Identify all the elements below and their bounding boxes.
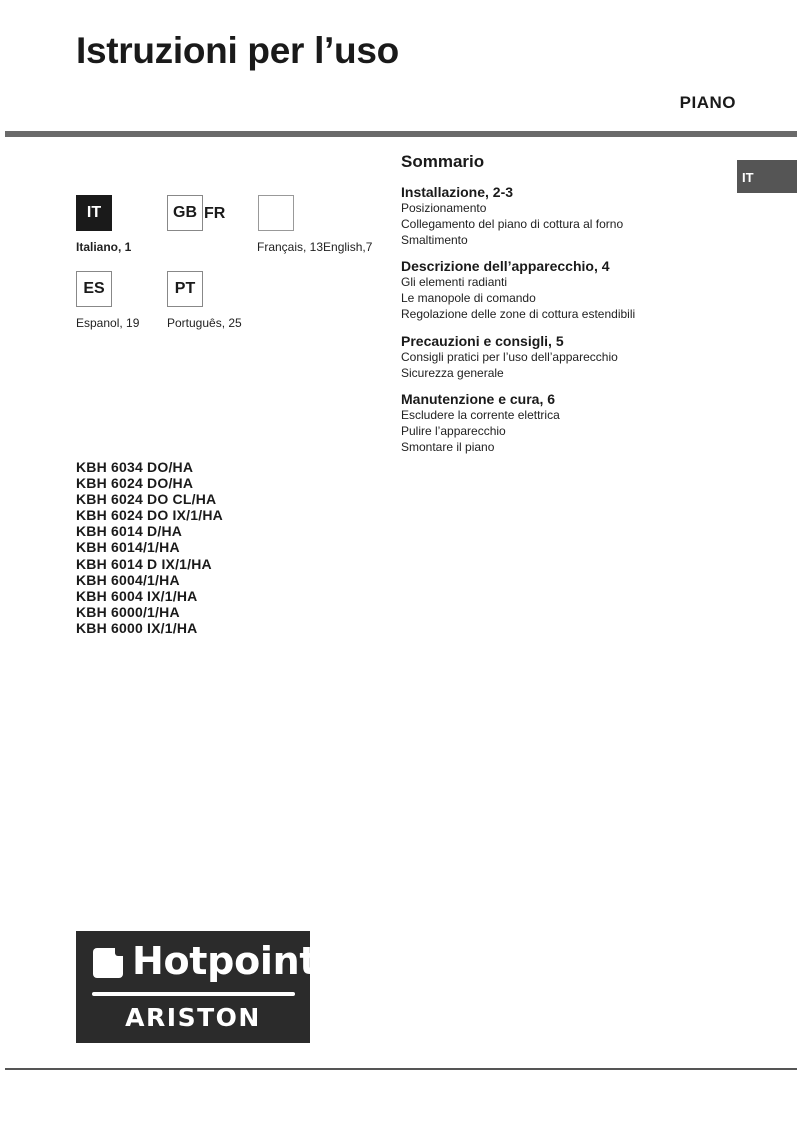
- lang-box-pt[interactable]: PT: [167, 271, 203, 307]
- toc-item[interactable]: Gli elementi radianti: [401, 275, 508, 290]
- logo-wordmark-hotpoint: Hotpoint: [132, 939, 318, 983]
- toc-section-title[interactable]: Precauzioni e consigli, 5: [401, 332, 564, 349]
- model-item: KBH 6024 DO CL/HA: [76, 491, 217, 508]
- lang-box-empty[interactable]: [258, 195, 294, 231]
- toc-item[interactable]: Posizionamento: [401, 201, 487, 215]
- toc-item[interactable]: Consigli pratici per l’uso dell’apparecchio: [401, 349, 618, 364]
- model-item: KBH 6004 IX/1/HA: [76, 587, 198, 604]
- toc-item[interactable]: Le manopole di comando: [401, 291, 536, 306]
- lang-label-it: Italiano, 1: [76, 240, 132, 254]
- logo-bar: [92, 992, 295, 996]
- model-item: KBH 6000 IX/1/HA: [76, 619, 198, 636]
- table-of-contents: [401, 152, 711, 465]
- toc-section-title[interactable]: Descrizione dell’apparecchio, 4: [401, 258, 610, 275]
- footer-divider: [5, 1068, 797, 1070]
- model-item: KBH 6014 D/HA: [76, 523, 183, 540]
- toc-section-precauzioni: [401, 332, 711, 382]
- lang-box-es[interactable]: ES: [76, 271, 112, 307]
- model-item: KBH 6014/1/HA: [76, 539, 180, 556]
- toc-item[interactable]: Pulire l’apparecchio: [401, 424, 506, 439]
- lang-label-pt: Português, 25: [167, 316, 242, 330]
- model-item: KBH 6034 DO/HA: [76, 459, 194, 475]
- toc-heading: Sommario: [401, 152, 485, 171]
- model-item: KBH 6024 DO IX/1/HA: [76, 507, 223, 524]
- toc-item[interactable]: Smaltimento: [401, 232, 468, 247]
- lang-box-it[interactable]: IT: [76, 195, 112, 231]
- toc-section-title[interactable]: Installazione, 2-3: [401, 184, 514, 200]
- header-divider: [5, 131, 797, 137]
- toc-section-manutenzione: [401, 390, 711, 455]
- toc-item[interactable]: Escludere la corrente elettrica: [401, 408, 560, 423]
- product-type: PIANO: [679, 93, 736, 112]
- hotpoint-ariston-logo: [76, 931, 318, 1043]
- model-item: KBH 6014 D IX/1/HA: [76, 555, 212, 572]
- toc-section-installazione: [401, 183, 711, 248]
- model-item: KBH 6024 DO/HA: [76, 475, 194, 492]
- model-item: KBH 6004/1/HA: [76, 571, 180, 588]
- page-title: Istruzioni per l’uso: [76, 30, 399, 71]
- lang-code-fr[interactable]: FR: [204, 205, 226, 222]
- lang-code-gb: GB: [173, 204, 197, 221]
- lang-label-fr-en: Français, 13English,7: [257, 240, 373, 254]
- toc-section-descrizione: [401, 257, 711, 322]
- lang-box-gb[interactable]: [167, 195, 203, 231]
- toc-item[interactable]: Collegamento del piano di cottura al forno: [401, 216, 624, 231]
- model-list: [76, 459, 223, 636]
- toc-item[interactable]: Sicurezza generale: [401, 365, 504, 380]
- language-tab: IT: [737, 160, 797, 193]
- toc-item[interactable]: Regolazione delle zone di cottura estendibili: [401, 306, 636, 321]
- toc-section-title[interactable]: Manutenzione e cura, 6: [401, 391, 556, 408]
- lang-label-es: Espanol, 19: [76, 316, 140, 330]
- logo-wordmark-ariston: ARISTON: [125, 1003, 261, 1032]
- logo-mark-icon: [93, 948, 123, 978]
- model-item: KBH 6000/1/HA: [76, 603, 180, 620]
- toc-item[interactable]: Smontare il piano: [401, 439, 495, 454]
